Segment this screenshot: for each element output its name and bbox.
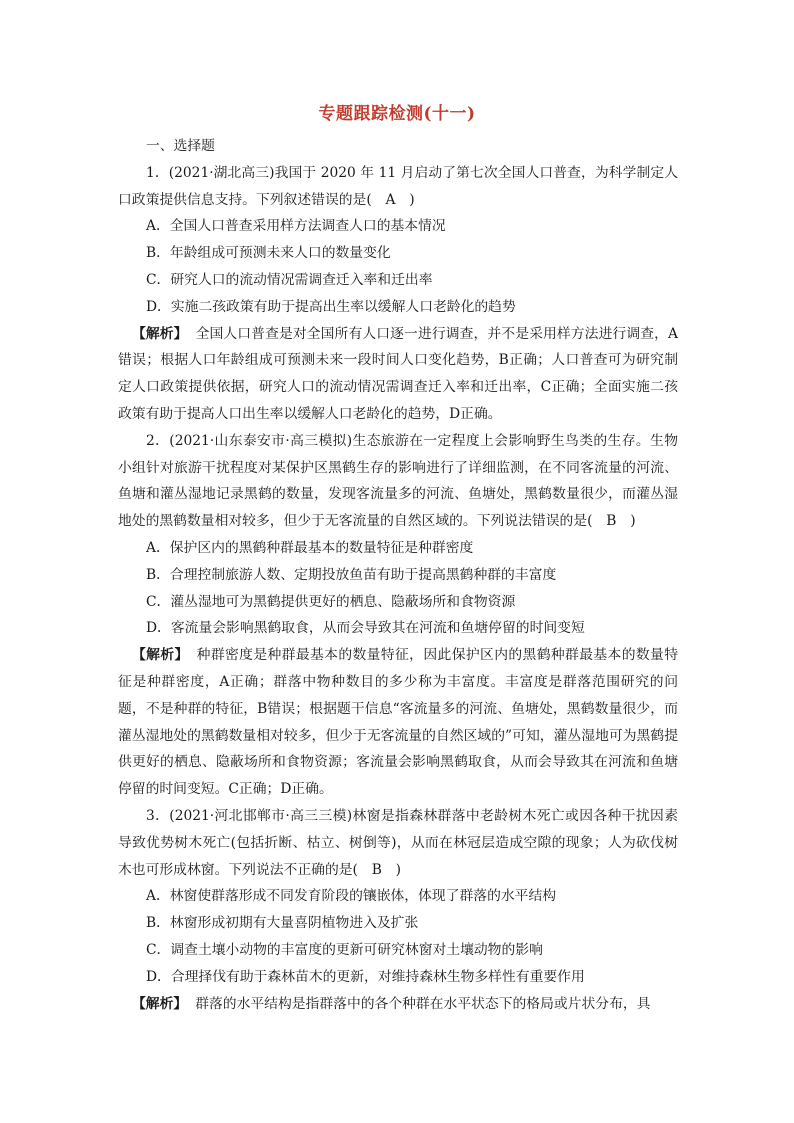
option-c: C．调查土壤小动物的丰富度的更新可研究林窗对土壤动物的影响 xyxy=(146,941,543,958)
option-c: C．灌丛湿地可为黑鹤提供更好的栖息、隐蔽场所和食物资源 xyxy=(146,593,516,610)
section-heading: 一、选择题 xyxy=(146,138,215,154)
question-1 xyxy=(118,160,678,428)
analysis-text: 群落的水平结构是指群落中的各个种群在水平状态下的格局或片状分布，具 xyxy=(195,995,651,1012)
question-stem: 3．(2021·河北邯郸市·高三三模)林窗是指森林群落中老龄树木死亡或因各种干扰因素导致优势树木死亡(包括折断、枯立、树倒等)，从而在林冠层造成空隙的现象；人为砍伐树木也可形成林窗。下列说法不正确的是( B ) xyxy=(118,807,678,878)
option-b: B．林窗形成初期有大量喜阴植物进入及扩张 xyxy=(146,915,419,932)
option-a: A．林窗使群落形成不同发育阶段的镶嵌体，体现了群落的水平结构 xyxy=(146,888,557,905)
question-stem: 1．(2021·湖北高三)我国于 2020 年 11 月启动了第七次全国人口普查，为科学制定人口政策提供信息支持。下列叙述错误的是( A ) xyxy=(118,164,678,208)
analysis-text: 全国人口普查是对全国所有人口逐一进行调查，并不是采用样方法进行调查，A错误；根据人口年龄组成可预测未来一段时间人口变化趋势，B正确；人口普查可为研究制定人口政策提供依据，研究人口的流动情况需调查迁入率和迁出率，C正确；全面实施二孩政策有助于提高人口出生率以缓解人口老龄化的趋势，D正确。 xyxy=(118,325,679,422)
analysis-block xyxy=(118,321,678,428)
option-b: B．年龄组成可预测未来人口的数量变化 xyxy=(146,245,391,262)
question-stem: 2．(2021·山东泰安市·高三模拟)生态旅游在一定程度上会影响野生鸟类的生存。生物小组针对旅游干扰程度对某保护区黑鹤生存的影响进行了详细监测，在不同客流量的河流、鱼塘和灌丛湿地记录黑鹤的数量，发现客流量多的河流、鱼塘处，黑鹤数量很少，而灌丛湿地处的黑鹤数量相对较多，但少于无客流量的自然区域的。下列说法错误的是( B ) xyxy=(118,432,678,530)
analysis-tag: 【解析】 xyxy=(132,995,188,1012)
question-2 xyxy=(118,428,678,803)
analysis-block xyxy=(118,991,678,1018)
analysis-text: 种群密度是种群最基本的数量特征，因此保护区内的黑鹤种群最基本的数量特征是种群密度，A正确；群落中物种数目的多少称为丰富度。丰富度是群落范围研究的问题，不是种群的特征，B错误；根据题干信息“客流量多的河流、鱼塘处，黑鹤数量很少，而灌丛湿地处的黑鹤数量相对较多，但少于无客流量的自然区域的”可知，灌丛湿地可为黑鹤提供更好的栖息、隐蔽场所和食物资源；客流量会影响黑鹤取食，从而会导致其在河流和鱼塘停留的时间变短。C正确；D正确。 xyxy=(118,647,678,798)
question-3 xyxy=(118,803,678,1017)
option-d: D．合理择伐有助于森林苗木的更新，对维持森林生物多样性有重要作用 xyxy=(146,968,585,985)
option-b: B．合理控制旅游人数、定期投放鱼苗有助于提高黑鹤种群的丰富度 xyxy=(146,566,557,583)
option-d: D．实施二孩政策有助于提高出生率以缓解人口老龄化的趋势 xyxy=(146,298,516,315)
option-a: A．保护区内的黑鹤种群最基本的数量特征是种群密度 xyxy=(146,539,474,556)
analysis-tag: 【解析】 xyxy=(132,325,188,342)
page-title: 专题跟踪检测(十一) xyxy=(318,104,476,124)
analysis-tag: 【解析】 xyxy=(132,647,189,664)
option-a: A．全国人口普查采用样方法调查人口的基本情况 xyxy=(146,218,446,235)
option-c: C．研究人口的流动情况需调查迁入率和迁出率 xyxy=(146,271,433,288)
option-d: D．客流量会影响黑鹤取食，从而会导致其在河流和鱼塘停留的时间变短 xyxy=(146,620,585,637)
document-body xyxy=(118,133,678,1017)
analysis-block xyxy=(118,642,678,803)
